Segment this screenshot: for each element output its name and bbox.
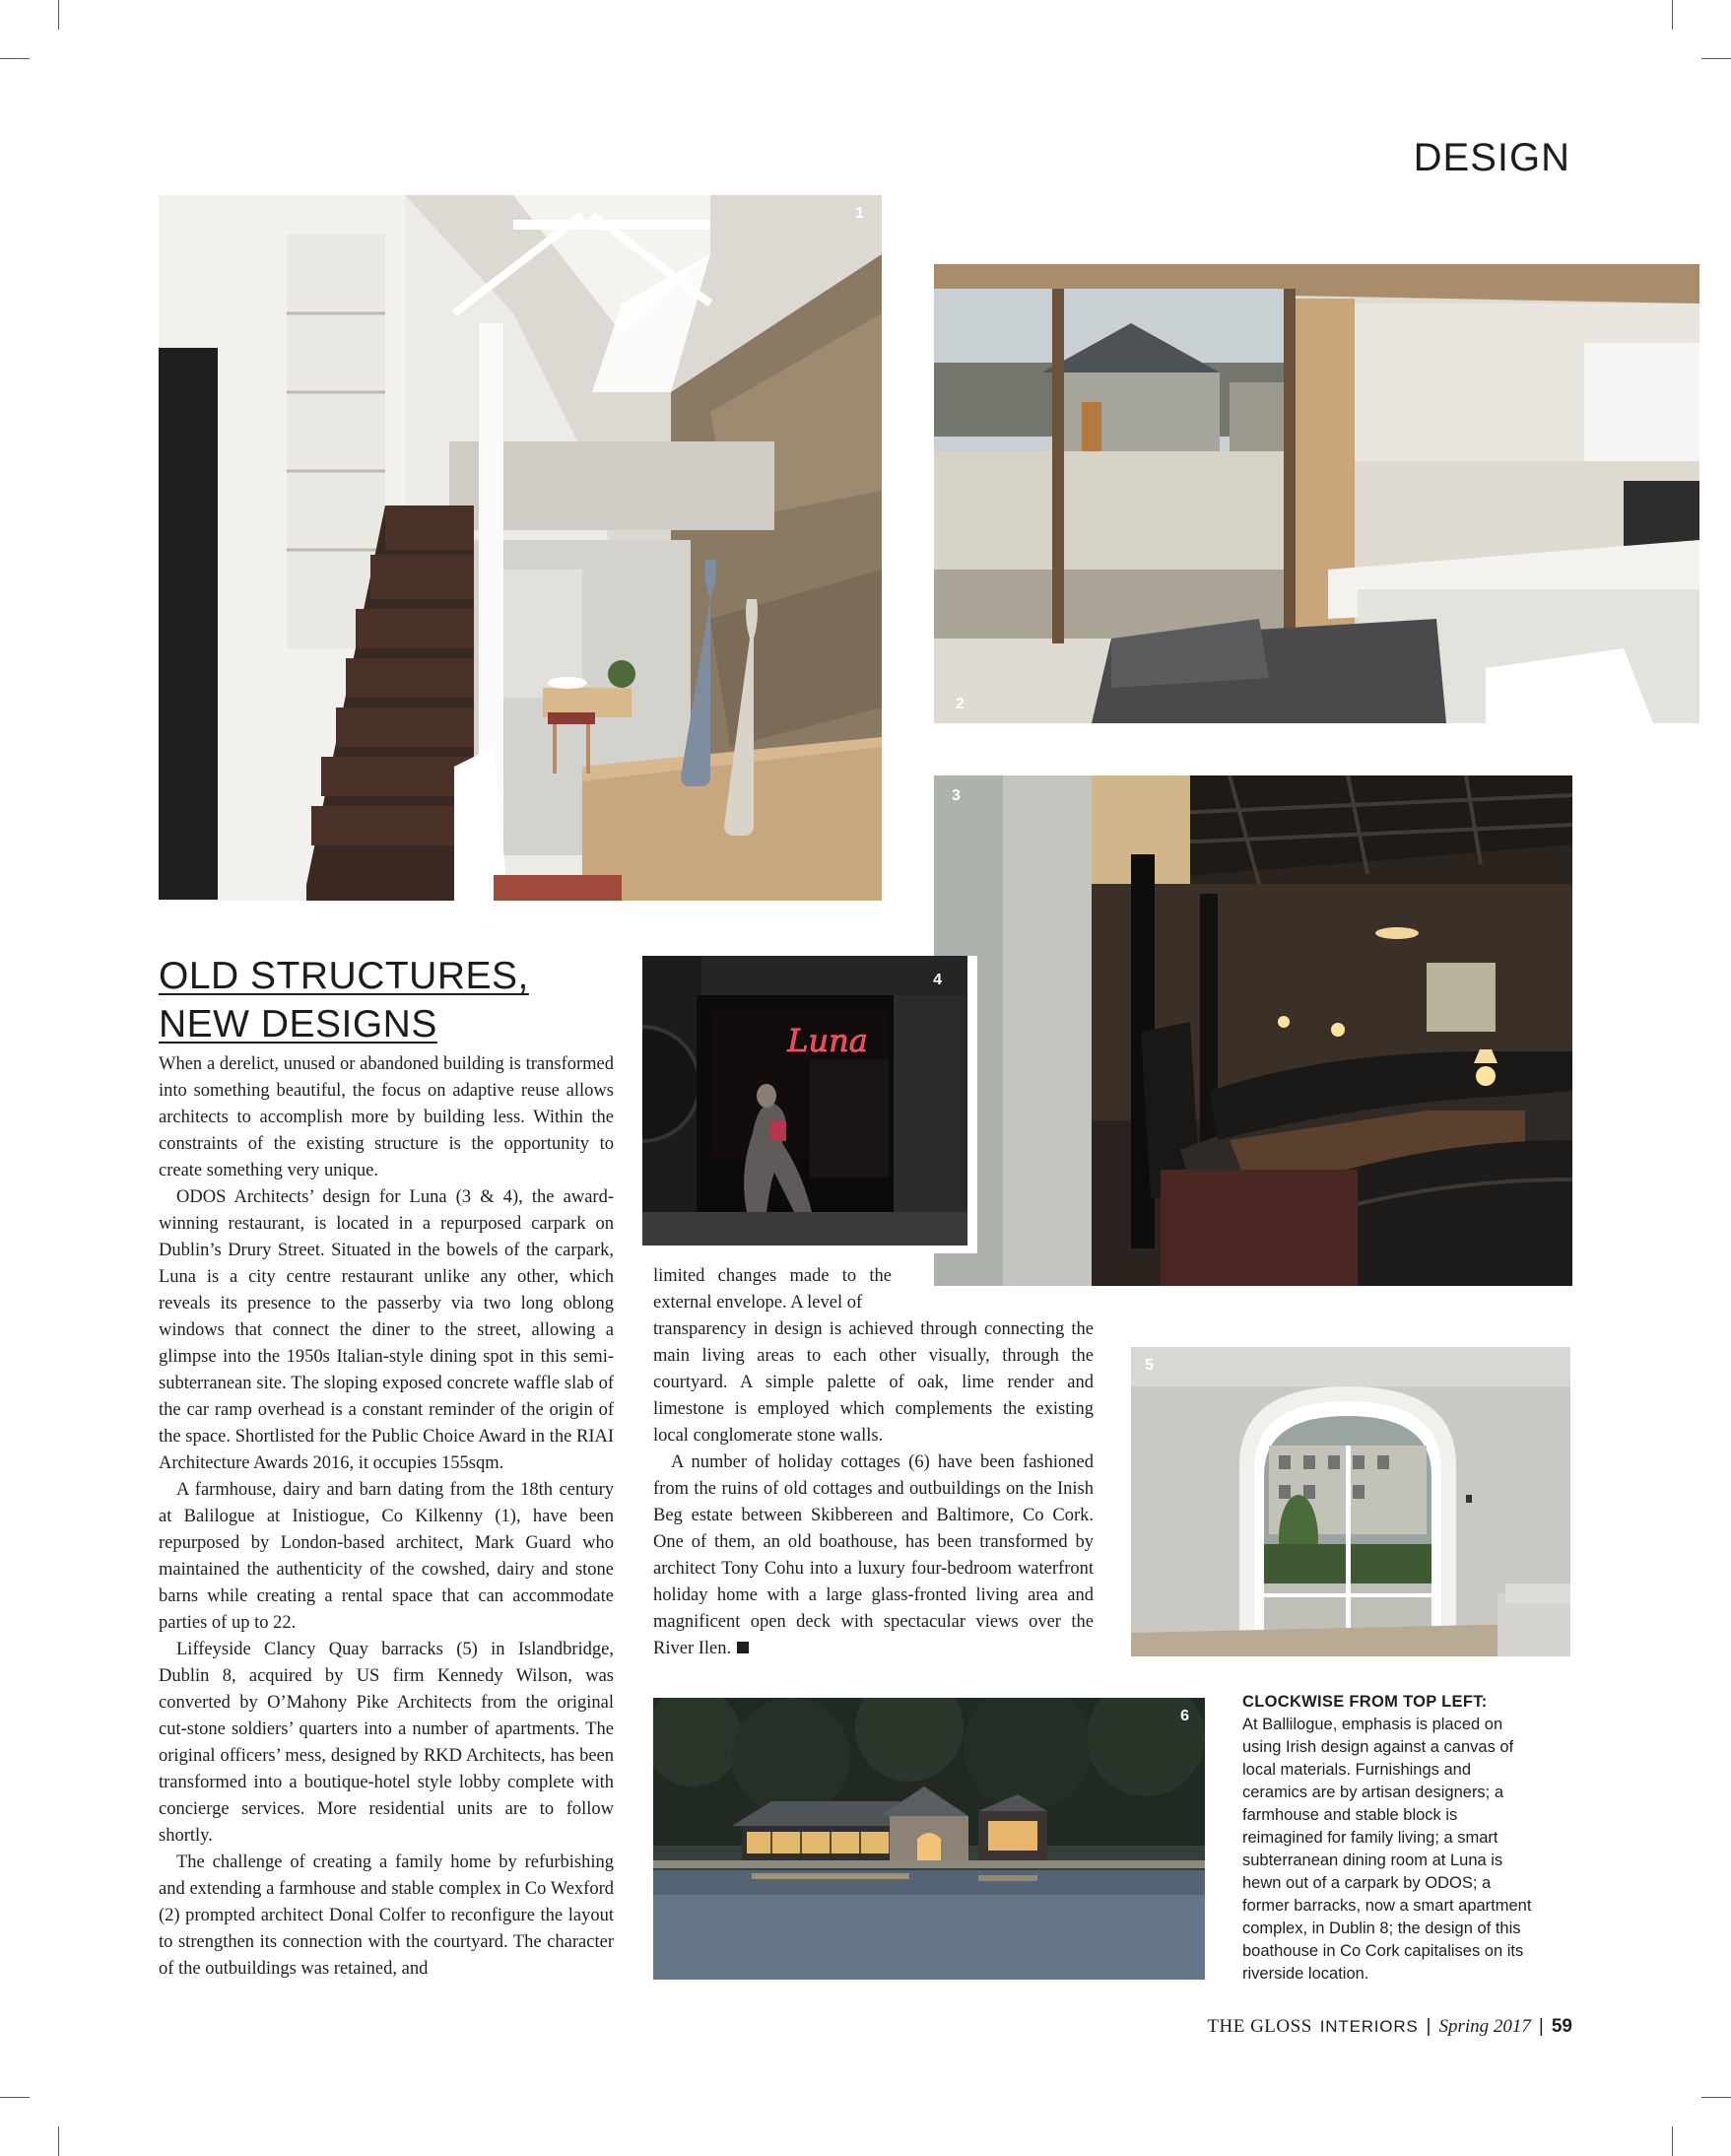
footer-brand: THE GLOSS: [1207, 2016, 1312, 2037]
kitchen-courtyard-view-icon: [934, 264, 1699, 723]
crop-mark: [1672, 2126, 1673, 2156]
photo-6: [653, 1698, 1205, 1980]
photo-caption: [1242, 1691, 1538, 1986]
caption-text: At Ballilogue, emphasis is placed on using Irish design against a canvas of local materials. Furnishings and ceramics are by artisan designers; a farmhouse and stable block is reimagined for family living; a smart subterranean dining room at Luna is hewn out of a carpark by ODOS; a former barracks, now a smart apartment complex, in Dublin 8; the design of this boathouse in Co Cork capitalises on its riverside location.: [1242, 1716, 1532, 1983]
body-paragraph: The challenge of creating a family home by refurbishing and extending a farmhouse and stable complex in Co Wexford (2) prompted architect Donal Colfer to reconfigure the layout to strengthen its connection with the courtyard. The character of the outbuildings was retained, and: [159, 1853, 614, 1979]
photo-3: [934, 775, 1572, 1286]
body-column-2: [653, 1316, 1094, 1662]
body-paragraph: A farmhouse, dairy and barn dating from the 18th century at Balilogue at Inistiogue, Co Kilkenny (1), have been repurposed by London-based architect, Mark Guard who maintained the authenticity of the cowshed, dairy and stone barns while creating a rental space that can accommodate parties of up to 22.: [159, 1480, 614, 1633]
body-paragraph: Liffeyside Clancy Quay barracks (5) in Islandbridge, Dublin 8, acquired by US firm Kennedy Wilson, was converted by O’Mahony Pike Architects from the original cut-stone soldiers’ quarters into a number of apartments. The original officers’ mess, designed by RKD Architects, has been transformed into a boutique-hotel style lobby complete with concierge services. More residential units are to follow shortly.: [159, 1640, 614, 1846]
arched-doorway-icon: [1131, 1347, 1570, 1656]
body-paragraph: When a derelict, unused or abandoned building is transformed into something beautiful, the focus on adaptive reuse allows architects to accomplish more by building less. Within the constraints of the existing structure is the opportunity to create something very unique.: [159, 1054, 614, 1180]
photo-1: [159, 195, 882, 901]
crop-mark: [1701, 2097, 1731, 2098]
body-paragraph: ODOS Architects’ design for Luna (3 & 4), the award-winning restaurant, is located in a repurposed carpark on Dublin’s Drury Street. Situated in the bowels of the carpark, Luna is a city centre restaurant unlike any other, which reveals its presence to the passerby via two long oblong windows that connect the diner to the street, allowing a glimpse into the 1950s Italian-style dining spot in this semi-subterranean site. The sloping exposed concrete waffle slab of the car ramp overhead is a constant reminder of the origin of the space. Shortlisted for the Public Choice Award in the RIAI Architecture Awards 2016, it occupies 155sqm.: [159, 1187, 614, 1473]
photo-number: 6: [1180, 1708, 1189, 1724]
body-paragraph-text: A number of holiday cottages (6) have been fashioned from the ruins of old cottages and outbuildings on the Inish Beg estate between Skibbereen and Baltimore, Co Cork. One of them, an old boathouse, has been transformed by architect Tony Cohu into a luxury four-bedroom waterfront holiday home with a large glass-fronted living area and magnificent open deck with spectacular views over the River Ilen.: [653, 1452, 1094, 1658]
crop-mark: [1701, 58, 1731, 59]
page-number: 59: [1551, 2016, 1572, 2037]
crop-mark: [58, 2126, 59, 2156]
body-paragraph: limited changes made to the external envelope. A level of: [653, 1266, 892, 1313]
section-label: DESIGN: [1413, 136, 1570, 179]
photo-4: [642, 956, 977, 1253]
footer-issue: Spring 2017: [1438, 2016, 1531, 2037]
body-paragraph: [653, 1449, 1094, 1662]
body-paragraph: transparency in design is achieved through connecting the main living areas to each other visually, through the courtyard. A simple palette of oak, lime render and limestone is employed which complements the existing local conglomerate stone walls.: [653, 1319, 1094, 1446]
photo-number: 3: [952, 787, 961, 804]
restaurant-entrance-neon-icon: [642, 956, 967, 1246]
end-mark-icon: [737, 1642, 749, 1653]
photo-2: [934, 264, 1699, 723]
restaurant-dining-room-icon: [934, 775, 1572, 1286]
photo-number: 2: [956, 696, 965, 712]
body-column-1: [159, 1051, 614, 1983]
headline-line: OLD STRUCTURES,: [159, 955, 529, 997]
photo-number: 1: [855, 205, 864, 222]
neon-sign: Luna: [787, 1022, 868, 1059]
headline-line: NEW DESIGNS: [159, 1003, 437, 1045]
barn-interior-staircase-icon: [159, 195, 882, 901]
body-column-2-continuation: [653, 1263, 892, 1316]
photo-5: [1131, 1347, 1570, 1656]
page-footer: [1207, 2016, 1572, 2038]
footer-brand-section: INTERIORS: [1319, 2017, 1419, 2036]
photo-number: 5: [1145, 1357, 1154, 1374]
lit-boathouse-river-icon: [653, 1698, 1205, 1980]
footer-separator: |: [1538, 2016, 1544, 2037]
photo-number: 4: [933, 972, 942, 988]
crop-mark: [0, 58, 30, 59]
crop-mark: [58, 0, 59, 30]
crop-mark: [1672, 0, 1673, 30]
crop-mark: [0, 2097, 30, 2098]
article-headline: [159, 952, 622, 1048]
caption-heading: CLOCKWISE FROM TOP LEFT:: [1242, 1693, 1488, 1711]
footer-separator: |: [1426, 2016, 1431, 2037]
